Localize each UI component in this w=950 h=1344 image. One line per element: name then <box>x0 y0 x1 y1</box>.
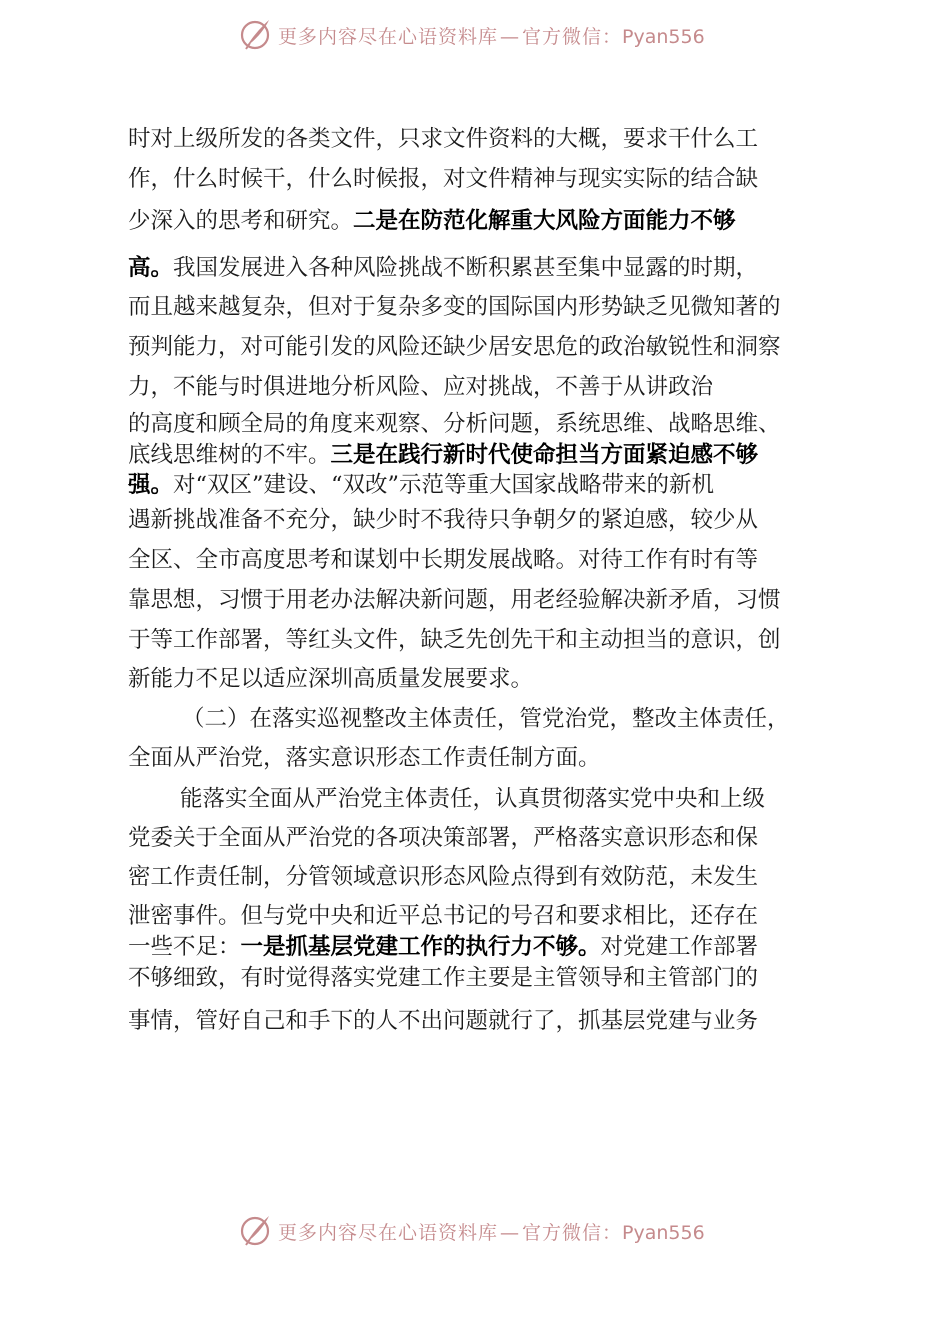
text-segment: 靠思想，习惯于用老办法解决新问题，用老经验解决新矛盾，习惯 <box>128 587 781 613</box>
text-segment: 密工作责任制，分管领域意识形态风险点得到有效防范，未发生 <box>128 864 759 890</box>
watermark-text: 更多内容尽在心语资料库 — 官方微信：Pyan556 <box>278 26 705 48</box>
text-segment: 对“双区”建设、“双改”示范等重大国家战略带来的新机 <box>173 472 715 498</box>
text-line <box>180 784 765 814</box>
bold-heading-segment: 三是在践行新时代使命担当方面紧迫感不够 <box>330 442 759 468</box>
text-line <box>128 932 758 962</box>
text-line <box>128 823 758 853</box>
bold-heading-segment: 一是抓基层党建工作的执行力不够。 <box>240 934 601 960</box>
text-line <box>128 164 758 194</box>
text-line <box>128 545 758 575</box>
text-line <box>128 862 758 892</box>
text-line <box>128 440 758 470</box>
text-segment: 少深入的思考和研究。 <box>128 208 354 234</box>
text-line <box>128 253 758 283</box>
text-line <box>128 470 714 500</box>
text-segment: 作，什么时候干，什么时候报，对文件精神与现实实际的结合缺 <box>128 166 759 192</box>
text-segment: 的高度和顾全局的角度来观察、分析问题，系统思维、战略思维、 <box>128 411 781 437</box>
bold-heading-segment: 强。 <box>128 472 174 498</box>
text-segment: 时对上级所发的各类文件，只求文件资料的大概，要求干什么工 <box>128 126 759 152</box>
text-line <box>128 206 736 236</box>
text-line <box>128 292 781 322</box>
watermark-footer <box>0 1212 950 1252</box>
text-line <box>128 664 533 694</box>
text-line <box>128 1006 758 1036</box>
text-segment: 新能力不足以适应深圳高质量发展要求。 <box>128 666 534 692</box>
text-segment: 全区、全市高度思考和谋划中长期发展战略。对待工作有时有等 <box>128 547 759 573</box>
bold-heading-segment: 二是在防范化解重大风险方面能力不够 <box>353 208 736 234</box>
text-segment: 我国发展进入各种风险挑战不断积累甚至集中显露的时期， <box>173 255 759 281</box>
text-segment: 预判能力，对可能引发的风险还缺少居安思危的政治敏锐性和洞察 <box>128 334 781 360</box>
text-segment: （二）在落实巡视整改主体责任，管党治党，整改主体责任， <box>182 706 790 732</box>
text-segment: 事情，管好自己和手下的人不出问题就行了，抓基层党建与业务 <box>128 1008 759 1034</box>
text-segment: 底线思维树的不牢。 <box>128 442 331 468</box>
text-segment: 对党建工作部署 <box>600 934 759 960</box>
watermark-text: 更多内容尽在心语资料库 — 官方微信：Pyan556 <box>278 1222 705 1244</box>
text-line <box>182 704 790 734</box>
text-segment: 力，不能与时俱进地分析风险、应对挑战，不善于从讲政治 <box>128 374 714 400</box>
text-segment: 党委关于全面从严治党的各项决策部署，严格落实意识形态和保 <box>128 825 759 851</box>
text-segment: 泄密事件。但与党中央和近平总书记的号召和要求相比，还存在 <box>128 903 759 929</box>
text-segment: 遇新挑战准备不充分，缺少时不我待只争朝夕的紧迫感，较少从 <box>128 507 759 533</box>
quill-logo-icon <box>238 16 274 52</box>
bold-heading-segment: 高。 <box>128 255 174 281</box>
text-line <box>128 963 758 993</box>
text-line <box>128 332 781 362</box>
text-segment: 能落实全面从严治党主体责任，认真贯彻落实党中央和上级 <box>180 786 766 812</box>
text-segment: 不够细致，有时觉得落实党建工作主要是主管领导和主管部门的 <box>128 965 759 991</box>
text-line <box>128 743 601 773</box>
text-line <box>128 409 781 439</box>
quill-logo-icon <box>238 1212 274 1248</box>
watermark-header <box>0 16 950 56</box>
text-line <box>128 124 758 154</box>
text-line <box>128 585 781 615</box>
text-segment: 一些不足： <box>128 934 241 960</box>
text-segment: 于等工作部署，等红头文件，缺乏先创先干和主动担当的意识，创 <box>128 627 781 653</box>
text-segment: 而且越来越复杂，但对于复杂多变的国际国内形势缺乏见微知著的 <box>128 294 781 320</box>
text-line <box>128 901 758 931</box>
text-line <box>128 625 781 655</box>
text-segment: 全面从严治党，落实意识形态工作责任制方面。 <box>128 745 601 771</box>
text-line <box>128 372 713 402</box>
text-line <box>128 505 758 535</box>
